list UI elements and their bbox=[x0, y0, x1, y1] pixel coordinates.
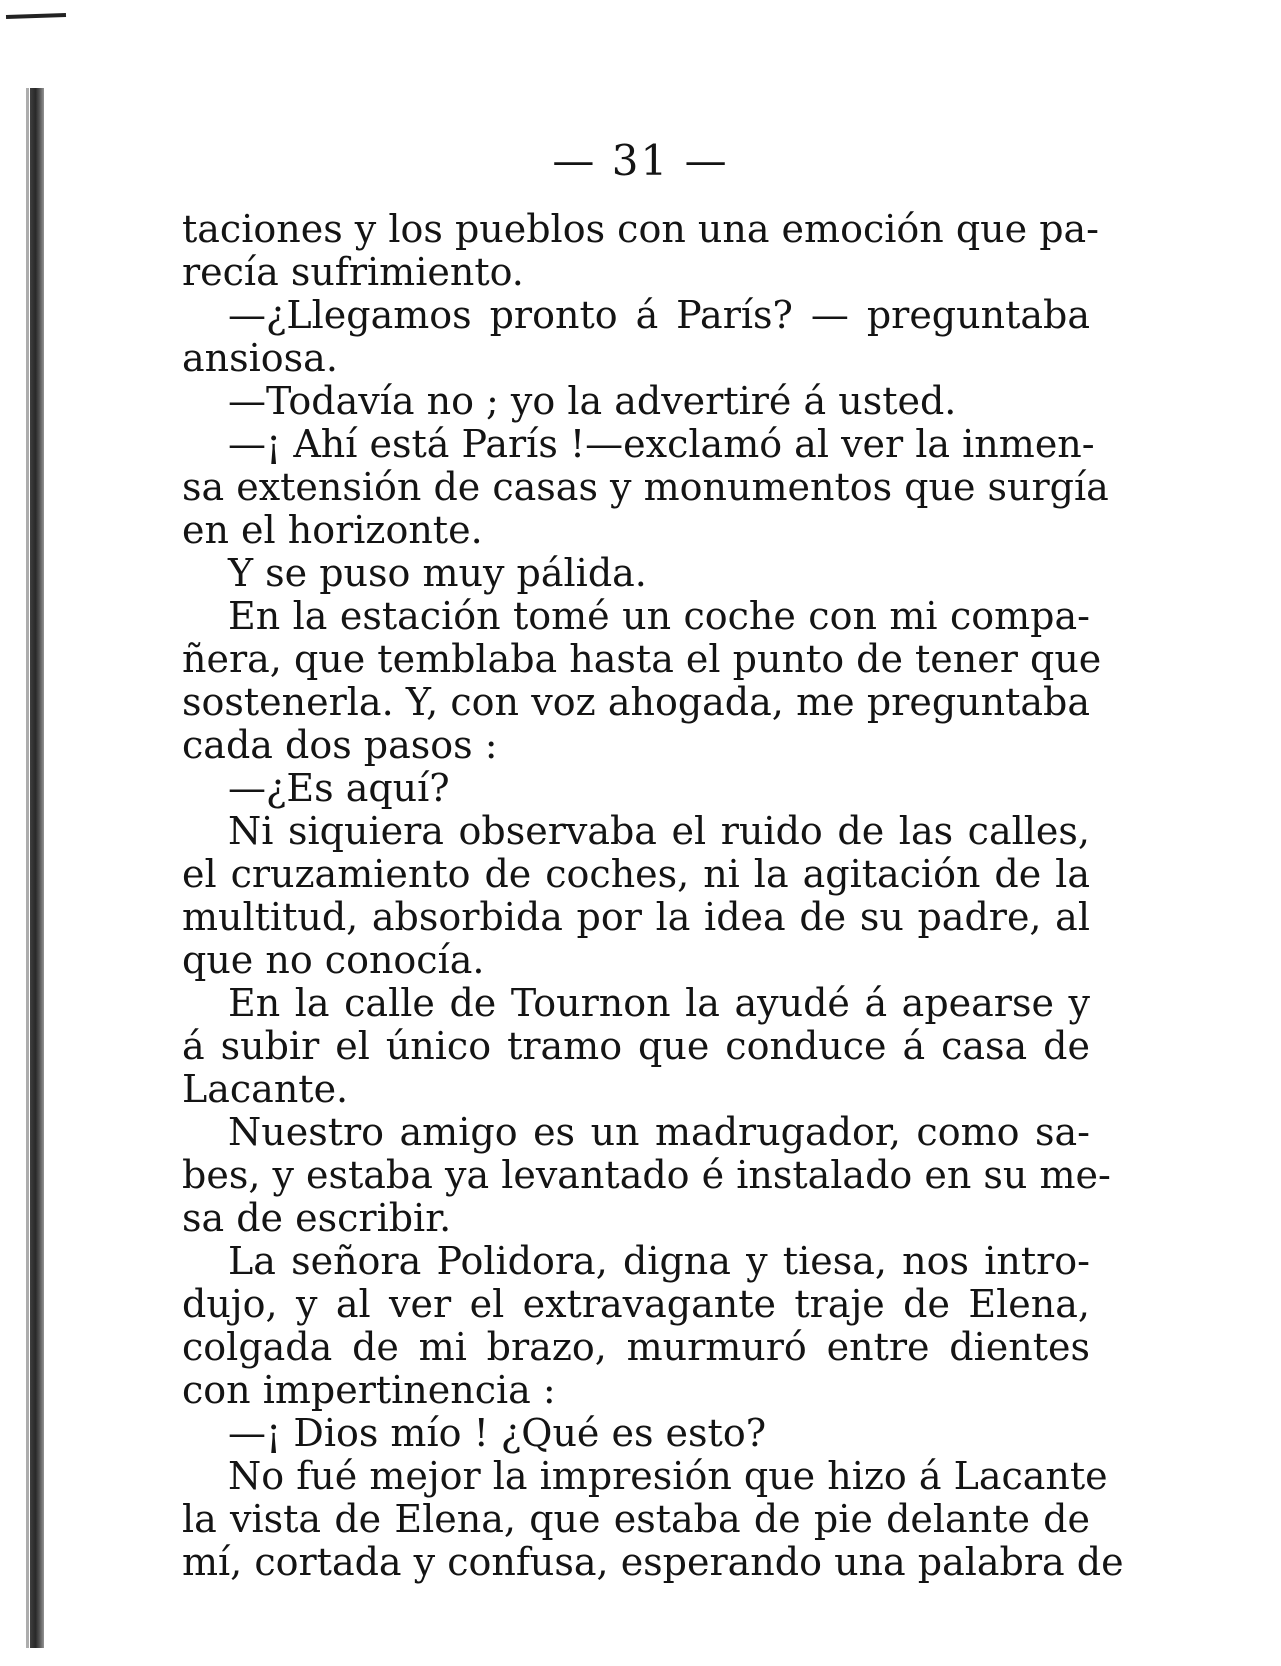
text-line: La señora Polidora, digna y tiesa, nos intro- bbox=[228, 1239, 1090, 1283]
text-line: Ni siquiera observaba el ruido de las calles, bbox=[228, 809, 1090, 853]
scan-artifact-mark bbox=[6, 13, 66, 19]
text-line: sostenerla. Y, con voz ahogada, me preguntaba bbox=[182, 680, 1090, 724]
body-text bbox=[182, 207, 1124, 1584]
text-line: ansiosa. bbox=[182, 336, 338, 380]
text-line: —¡ Dios mío ! ¿Qué es esto? bbox=[228, 1411, 767, 1455]
text-line: No fué mejor la impresión que hizo á Lacante bbox=[228, 1454, 1108, 1498]
text-line: —Todavía no ; yo la advertiré á usted. bbox=[228, 379, 957, 423]
text-line: en el horizonte. bbox=[182, 508, 483, 552]
text-line: recía sufrimiento. bbox=[182, 250, 524, 294]
text-line: colgada de mi brazo, murmuró entre dientes bbox=[182, 1325, 1090, 1369]
text-line: sa de escribir. bbox=[182, 1196, 452, 1240]
text-line: sa extensión de casas y monumentos que surgía bbox=[182, 465, 1109, 509]
text-line: dujo, y al ver el extravagante traje de Elena, bbox=[182, 1282, 1090, 1326]
text-line: Y se puso muy pálida. bbox=[228, 551, 647, 595]
text-line: la vista de Elena, que estaba de pie delante de bbox=[182, 1497, 1090, 1541]
text-line: taciones y los pueblos con una emoción que pa- bbox=[182, 207, 1100, 251]
text-line: —¿Es aquí? bbox=[228, 766, 450, 810]
text-line: el cruzamiento de coches, ni la agitación de la bbox=[182, 852, 1090, 896]
text-line: En la calle de Tournon la ayudé á apearse y bbox=[228, 981, 1090, 1025]
binding-edge bbox=[30, 88, 44, 1648]
text-line: multitud, absorbida por la idea de su padre, al bbox=[182, 895, 1090, 939]
text-line: que no conocía. bbox=[182, 938, 485, 982]
page-number: — 31 — bbox=[552, 136, 729, 185]
text-line: cada dos pasos : bbox=[182, 723, 498, 767]
text-line: á subir el único tramo que conduce á casa de bbox=[182, 1024, 1090, 1068]
binding-edge-thin bbox=[26, 88, 29, 1648]
text-line: En la estación tomé un coche con mi compa- bbox=[228, 594, 1090, 638]
text-line: ñera, que temblaba hasta el punto de tener que bbox=[182, 637, 1102, 681]
text-line: —¿Llegamos pronto á París? — preguntaba bbox=[228, 293, 1090, 337]
text-line: bes, y estaba ya levantado é instalado en su me- bbox=[182, 1153, 1111, 1197]
text-line: mí, cortada y confusa, esperando una palabra de bbox=[182, 1540, 1124, 1584]
text-line: Lacante. bbox=[182, 1067, 349, 1111]
text-line: con impertinencia : bbox=[182, 1368, 556, 1412]
text-line: Nuestro amigo es un madrugador, como sa- bbox=[228, 1110, 1090, 1154]
text-line: —¡ Ahí está París !—exclamó al ver la inmen- bbox=[228, 422, 1095, 466]
